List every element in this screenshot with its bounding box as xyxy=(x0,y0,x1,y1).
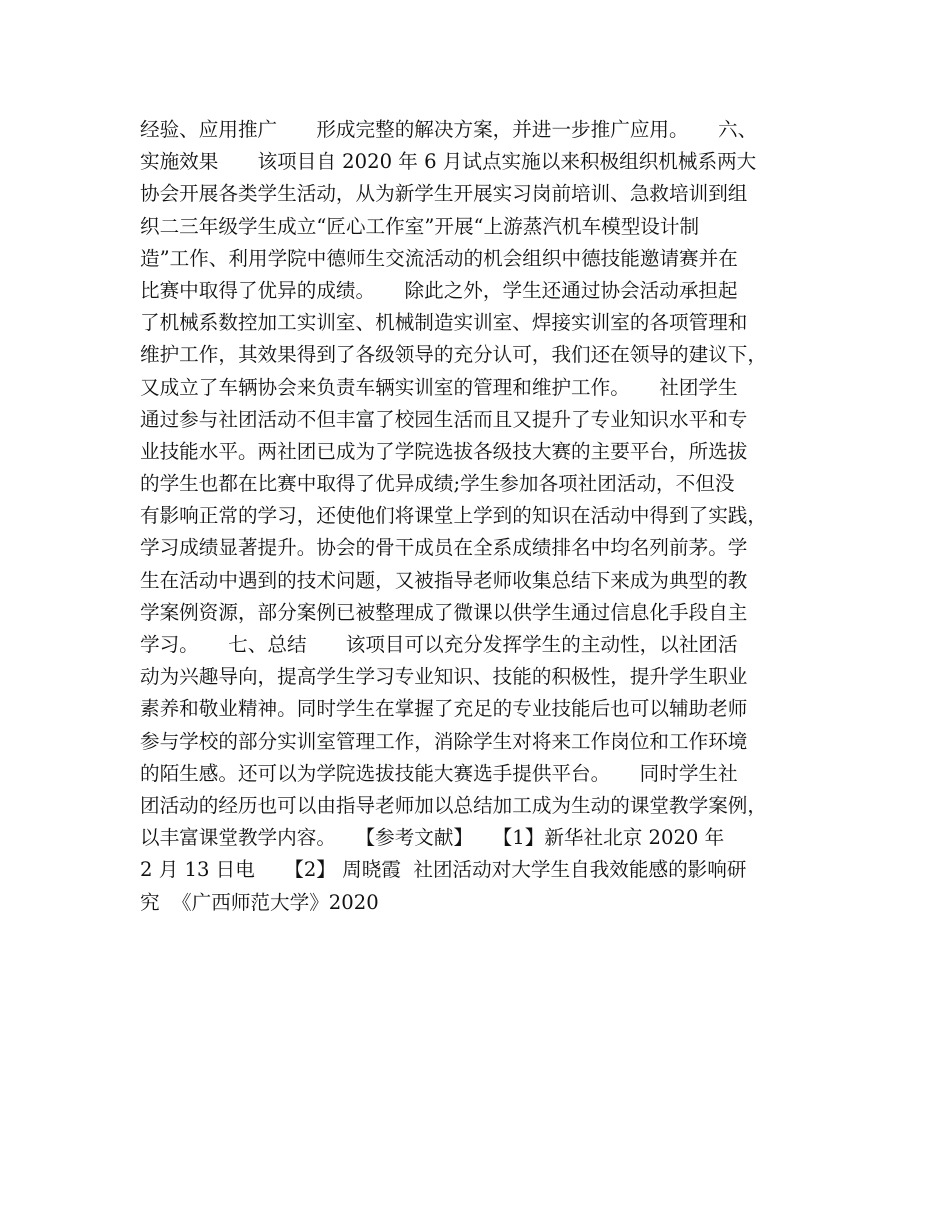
text-line: 团活动的经历也可以由指导老师加以总结加工成为生动的课堂教学案例， xyxy=(140,793,767,817)
text-line: 学习成绩显著提升。协会的骨干成员在全系成绩排名中均名列前茅。学 xyxy=(140,536,748,560)
text-line: 学案例资源，部分案例已被整理成了微课以供学生通过信息化手段自主 xyxy=(140,600,748,624)
body-text xyxy=(140,114,824,919)
text-line: 织二三年级学生成立“匠心工作室”开展“上游蒸汽机车模型设计制 xyxy=(140,214,700,238)
text-line: 了机械系数控加工实训室、机械制造实训室、焊接实训室的各项管理和 xyxy=(140,311,748,335)
text-line: 究 《广西师范大学》2020 xyxy=(140,890,379,914)
text-line: 协会开展各类学生活动，从为新学生开展实习岗前培训、急救培训到组 xyxy=(140,182,748,206)
text-line: 素养和敬业精神。同时学生在掌握了充足的专业技能后也可以辅助老师 xyxy=(140,697,748,721)
text-line: 2 月 13 日电 【2】 周晓霞 社团活动对大学生自我效能感的影响研 xyxy=(140,858,747,882)
text-line: 参与学校的部分实训室管理工作，消除学生对将来工作岗位和工作环境 xyxy=(140,729,748,753)
text-line: 的陌生感。还可以为学院选拔技能大赛选手提供平台。 同时学生社 xyxy=(140,761,738,785)
text-line: 实施效果 该项目自 2020 年 6 月试点实施以来积极组织机械系两大 xyxy=(140,150,757,174)
text-line: 业技能水平。两社团已成为了学院选拔各级技大赛的主要平台，所选拔 xyxy=(140,439,748,463)
text-line: 以丰富课堂教学内容。 【参考文献】 【1】新华社北京 2020 年 xyxy=(140,826,725,850)
text-line: 的学生也都在比赛中取得了优异成绩;学生参加各项社团活动，不但没 xyxy=(140,472,735,496)
text-line: 通过参与社团活动不但丰富了校园生活而且又提升了专业知识水平和专 xyxy=(140,407,748,431)
text-line: 有影响正常的学习，还使他们将课堂上学到的知识在活动中得到了实践， xyxy=(140,504,767,528)
text-line: 学习。 七、总结 该项目可以充分发挥学生的主动性，以社团活 xyxy=(140,633,738,656)
text-line: 比赛中取得了优异的成绩。 除此之外，学生还通过协会活动承担起 xyxy=(140,278,738,302)
text-line: 经验、应用推广 形成完整的解决方案，并进一步推广应用。 六、 xyxy=(140,118,758,141)
text-line: 造”工作、利用学院中德师生交流活动的机会组织中德技能邀请赛并在 xyxy=(140,246,738,270)
text-line: 又成立了车辆协会来负责车辆实训室的管理和维护工作。 社团学生 xyxy=(140,375,738,399)
text-line: 动为兴趣导向，提高学生学习专业知识、技能的积极性，提升学生职业 xyxy=(140,665,748,689)
text-line: 生在活动中遇到的技术问题，又被指导老师收集总结下来成为典型的教 xyxy=(140,568,748,592)
text-line: 维护工作，其效果得到了各级领导的充分认可，我们还在领导的建议下， xyxy=(140,343,767,367)
